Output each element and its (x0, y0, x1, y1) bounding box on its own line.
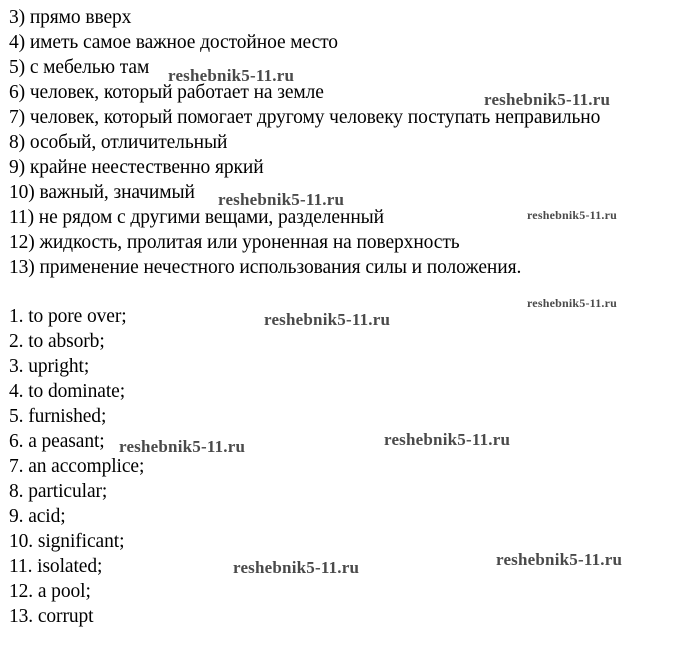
answer-item: 9. acid; (9, 506, 66, 527)
definition-item: 3) прямо вверх (9, 7, 132, 28)
answer-item: 4. to dominate; (9, 381, 126, 402)
answer-item: 2. to absorb; (9, 331, 105, 352)
definition-item: 9) крайне неестественно яркий (9, 157, 264, 178)
answer-item: 11. isolated; (9, 556, 103, 577)
answer-item: 8. particular; (9, 481, 108, 502)
definition-item: 12) жидкость, пролитая или уроненная на поверхность (9, 232, 460, 253)
definition-item: 11) не рядом с другими вещами, разделенный (9, 207, 384, 228)
watermark: reshebnik5-11.ru (264, 310, 391, 329)
definition-item: 10) важный, значимый (9, 182, 195, 203)
answer-item: 6. a peasant; (9, 431, 105, 452)
answer-item: 7. an accomplice; (9, 456, 145, 477)
answer-item: 5. furnished; (9, 406, 107, 427)
definition-item: 5) с мебелью там (9, 57, 150, 78)
answer-item: 10. significant; (9, 531, 125, 552)
watermark: reshebnik5-11.ru (527, 208, 617, 222)
watermark: reshebnik5-11.ru (233, 558, 360, 577)
answer-item: 1. to pore over; (9, 306, 127, 327)
watermark: reshebnik5-11.ru (496, 550, 623, 569)
definition-item: 6) человек, который работает на земле (9, 82, 324, 103)
watermark: reshebnik5-11.ru (484, 90, 611, 109)
definition-item: 8) особый, отличительный (9, 132, 228, 153)
watermark: reshebnik5-11.ru (384, 430, 511, 449)
answer-item: 13. corrupt (9, 606, 94, 627)
watermark: reshebnik5-11.ru (168, 66, 295, 85)
watermark: reshebnik5-11.ru (218, 190, 345, 209)
watermark: reshebnik5-11.ru (119, 437, 246, 456)
answer-item: 3. upright; (9, 356, 90, 377)
answer-item: 12. a pool; (9, 581, 91, 602)
definition-item: 7) человек, который помогает другому человеку поступать неправильно (9, 107, 601, 128)
watermark: reshebnik5-11.ru (527, 296, 617, 310)
definition-item: 13) применение нечестного использования силы и положения. (9, 257, 522, 278)
definition-item: 4) иметь самое важное достойное место (9, 32, 338, 53)
